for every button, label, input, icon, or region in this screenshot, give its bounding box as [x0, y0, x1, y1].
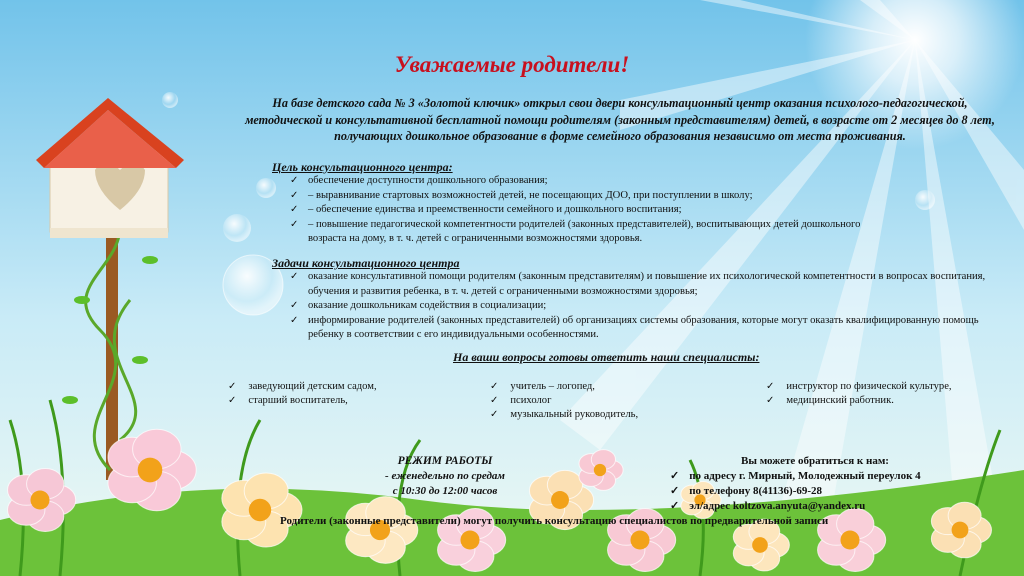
list-item: ✓ обеспечение доступности дошкольного образования; [288, 174, 888, 189]
list-item: ✓ – повышение педагогической компетентности родителей (законных представителей), воспитывающих детей дошкольного возраста на дому, в т. ч. детей с ограниченными возможностями здоровья. [290, 218, 861, 244]
check-icon: ✓ [766, 381, 775, 392]
specialists-col-2 [490, 380, 690, 422]
goal-list [288, 174, 888, 247]
specialists-col-3 [766, 380, 1016, 408]
check-icon: ✓ [490, 409, 499, 420]
check-icon: ✓ [490, 381, 499, 392]
list-item: ✓ музыкальный руководитель, [490, 409, 639, 420]
specialists-col-1 [228, 380, 378, 408]
contacts-heading: Вы можете обратиться к нам: [741, 455, 889, 467]
list-item: ✓ инструктор по физической культуре, [766, 381, 952, 392]
list-item: ✓ информирование родителей (законных представителей) об организациях системы образования, которые могут оказать квалифицированную помощь ребенку в соответствии с его индивидуальными особенностями. [290, 314, 979, 340]
footer-note: Родители (законные представители) могут получить консультацию специалистов по предварительной записи [280, 515, 829, 527]
schedule-heading: РЕЖИМ РАБОТЫ [397, 455, 493, 467]
schedule-day: - еженедельно по средам [385, 470, 505, 482]
check-icon: ✓ [228, 395, 237, 406]
check-icon: ✓ [290, 175, 299, 186]
check-icon: ✓ [290, 300, 299, 311]
check-icon: ✓ [290, 271, 299, 282]
check-icon: ✓ [670, 470, 680, 482]
page-title: Уважаемые родители! [394, 52, 630, 77]
list-item: ✓ учитель – логопед, [490, 381, 595, 392]
list-item: ✓ оказание консультативной помощи родителям (законным представителям) и повышение их психологической компетентности в вопросах воспитания, обучения и развития ребенка, в т. ч. детей с ограниченными возможностями здоровья; [290, 271, 986, 297]
tasks-list [288, 270, 988, 343]
check-icon: ✓ [290, 204, 299, 215]
list-item: ✓ оказание дошкольникам содействия в социализации; [288, 299, 988, 314]
specialists-heading: На ваши вопросы готовы ответить наши специалисты: [453, 350, 760, 364]
goal-heading: Цель консультационного центра: [272, 160, 453, 174]
list-item: ✓ – выравнивание стартовых возможностей детей, не посещающих ДОО, при поступлении в школу; [288, 189, 888, 204]
check-icon: ✓ [290, 189, 299, 201]
check-icon: ✓ [490, 395, 499, 406]
tasks-heading: Задачи консультационного центра [272, 256, 460, 270]
check-icon: ✓ [766, 395, 775, 406]
intro-text: На базе детского сада № 3 «Золотой ключик» открыл свои двери консультационный центр оказания психолого-педагогической, методической и консультативной бесплатной помощи родителям (законным представителям) детей, в возрасте от 2 месяцев до 8 лет, получающих дошкольное образование в форме семейного образования независимо от места проживания. [245, 96, 995, 143]
check-icon: ✓ [290, 314, 299, 326]
list-item: ✓ медицинский работник. [766, 395, 894, 406]
list-item: ✓ по адресу г. Мирный, Молодежный переулок 4 [670, 470, 921, 482]
list-item[interactable] [670, 499, 990, 514]
check-icon: ✓ [290, 218, 299, 230]
list-item: ✓ старший воспитатель, [228, 395, 348, 406]
check-icon: ✓ [670, 485, 680, 497]
check-icon: ✓ [670, 500, 680, 512]
list-item: ✓ – обеспечение единства и преемственности семейного и дошкольного воспитания; [288, 203, 888, 218]
check-icon: ✓ [228, 381, 237, 392]
email-link[interactable]: эл/адрес koltzova.anyuta@yandex.ru [689, 500, 866, 512]
contacts-block [670, 454, 990, 514]
list-item: ✓ заведующий детским садом, [228, 381, 377, 392]
schedule-time: с 10:30 до 12:00 часов [392, 485, 498, 497]
list-item: ✓ по телефону 8(41136)-69-28 [670, 485, 823, 497]
schedule-block [355, 454, 535, 499]
list-item: ✓ психолог [490, 395, 552, 406]
